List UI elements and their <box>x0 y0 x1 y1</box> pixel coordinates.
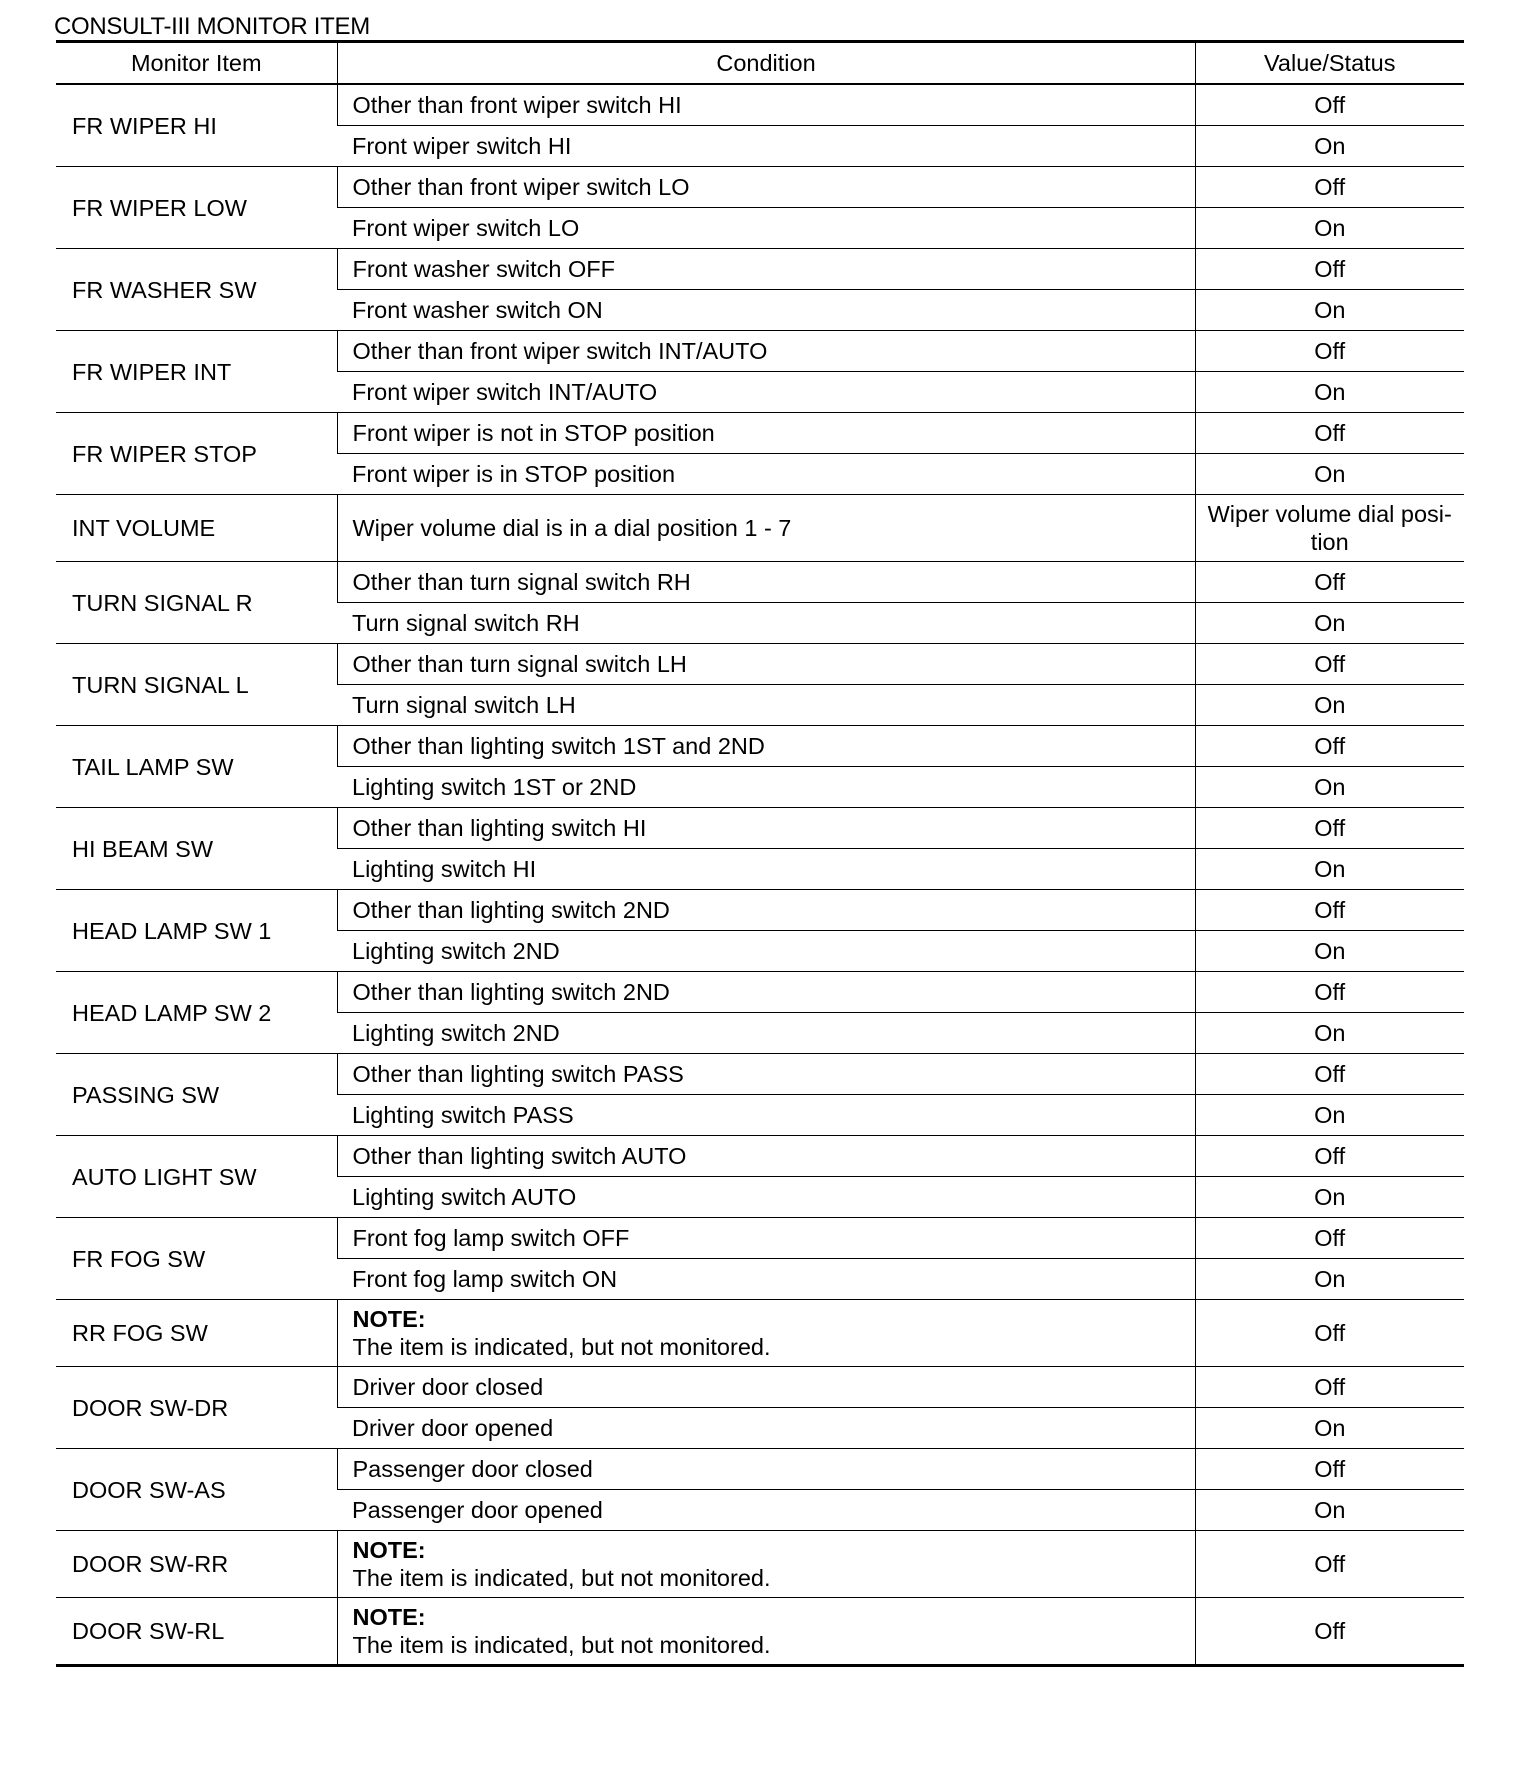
table-row <box>56 249 1464 290</box>
monitor-item-cell: INT VOLUME <box>56 495 337 562</box>
value-status-cell: Off <box>1195 249 1464 290</box>
table-row <box>56 890 1464 931</box>
value-status-cell: Off <box>1195 1449 1464 1490</box>
value-status-cell: Off <box>1195 413 1464 454</box>
table-row <box>56 726 1464 767</box>
value-status-cell: Off <box>1195 644 1464 685</box>
monitor-item-cell: FR WIPER LOW <box>56 167 337 249</box>
table-row <box>56 808 1464 849</box>
condition-cell: Lighting switch HI <box>337 849 1195 890</box>
condition-cell: Lighting switch PASS <box>337 1095 1195 1136</box>
condition-cell: Front washer switch ON <box>337 290 1195 331</box>
monitor-item-cell: DOOR SW-RL <box>56 1598 337 1666</box>
condition-cell: Other than lighting switch 2ND <box>337 972 1195 1013</box>
value-status-cell: On <box>1195 1490 1464 1531</box>
value-status-cell: On <box>1195 126 1464 167</box>
condition-cell: Driver door closed <box>337 1367 1195 1408</box>
value-status-cell: Off <box>1195 972 1464 1013</box>
table-row <box>56 562 1464 603</box>
value-status-cell: On <box>1195 1013 1464 1054</box>
condition-cell: Front fog lamp switch OFF <box>337 1218 1195 1259</box>
monitor-item-cell: DOOR SW-DR <box>56 1367 337 1449</box>
header-row <box>56 42 1464 85</box>
monitor-item-cell: PASSING SW <box>56 1054 337 1136</box>
condition-cell: Lighting switch 2ND <box>337 1013 1195 1054</box>
condition-cell: Front wiper switch HI <box>337 126 1195 167</box>
value-status-cell: Off <box>1195 726 1464 767</box>
condition-cell <box>337 1300 1195 1367</box>
monitor-item-cell: FR FOG SW <box>56 1218 337 1300</box>
value-status-cell: On <box>1195 767 1464 808</box>
header-monitor-item: Monitor Item <box>56 42 337 85</box>
table-row <box>56 1218 1464 1259</box>
value-status-cell: Off <box>1195 1300 1464 1367</box>
header-condition: Condition <box>337 42 1195 85</box>
condition-cell: Lighting switch 2ND <box>337 931 1195 972</box>
table-row <box>56 495 1464 562</box>
value-status-cell: Wiper volume dial posi-tion <box>1195 495 1464 562</box>
condition-cell: Front washer switch OFF <box>337 249 1195 290</box>
monitor-item-cell: HI BEAM SW <box>56 808 337 890</box>
table-row <box>56 84 1464 126</box>
condition-cell: Lighting switch 1ST or 2ND <box>337 767 1195 808</box>
monitor-item-cell: RR FOG SW <box>56 1300 337 1367</box>
monitor-item-cell: FR WASHER SW <box>56 249 337 331</box>
value-status-cell: Off <box>1195 1218 1464 1259</box>
value-status-cell: Off <box>1195 808 1464 849</box>
table-row <box>56 167 1464 208</box>
condition-cell: Other than lighting switch 1ST and 2ND <box>337 726 1195 767</box>
note-label: NOTE: <box>352 1604 426 1630</box>
monitor-item-cell: TAIL LAMP SW <box>56 726 337 808</box>
condition-cell <box>337 1598 1195 1666</box>
monitor-item-cell: HEAD LAMP SW 1 <box>56 890 337 972</box>
value-status-cell: Off <box>1195 1531 1464 1598</box>
condition-cell: Turn signal switch LH <box>337 685 1195 726</box>
monitor-item-cell: FR WIPER STOP <box>56 413 337 495</box>
value-status-cell: On <box>1195 290 1464 331</box>
condition-cell: Other than turn signal switch LH <box>337 644 1195 685</box>
monitor-item-cell: AUTO LIGHT SW <box>56 1136 337 1218</box>
monitor-item-cell: FR WIPER HI <box>56 84 337 167</box>
condition-cell: Other than lighting switch 2ND <box>337 890 1195 931</box>
table-row <box>56 644 1464 685</box>
note-label: NOTE: <box>352 1537 426 1563</box>
monitor-item-cell: FR WIPER INT <box>56 331 337 413</box>
value-status-cell: On <box>1195 454 1464 495</box>
header-value-status: Value/Status <box>1195 42 1464 85</box>
condition-cell: Other than lighting switch HI <box>337 808 1195 849</box>
value-status-cell: Off <box>1195 331 1464 372</box>
monitor-item-cell: DOOR SW-RR <box>56 1531 337 1598</box>
table-caption: CONSULT-III MONITOR ITEM <box>54 13 370 40</box>
table-row <box>56 1054 1464 1095</box>
value-status-cell: On <box>1195 603 1464 644</box>
table-row <box>56 972 1464 1013</box>
condition-cell: Front wiper is in STOP position <box>337 454 1195 495</box>
monitor-item-cell: HEAD LAMP SW 2 <box>56 972 337 1054</box>
condition-cell: Lighting switch AUTO <box>337 1177 1195 1218</box>
monitor-item-cell: TURN SIGNAL R <box>56 562 337 644</box>
condition-cell: Other than lighting switch AUTO <box>337 1136 1195 1177</box>
value-status-cell: Off <box>1195 167 1464 208</box>
table-row <box>56 1300 1464 1367</box>
table-row <box>56 1531 1464 1598</box>
table-row <box>56 1136 1464 1177</box>
table-row <box>56 1598 1464 1666</box>
condition-cell: Wiper volume dial is in a dial position 1 - 7 <box>337 495 1195 562</box>
note-label: NOTE: <box>352 1306 426 1332</box>
condition-cell: Passenger door opened <box>337 1490 1195 1531</box>
monitor-item-cell: DOOR SW-AS <box>56 1449 337 1531</box>
table-row <box>56 1449 1464 1490</box>
note-text: The item is indicated, but not monitored. <box>352 1632 771 1658</box>
value-status-cell: On <box>1195 1177 1464 1218</box>
value-status-cell: Off <box>1195 890 1464 931</box>
table-row <box>56 331 1464 372</box>
table-row <box>56 1367 1464 1408</box>
condition-cell: Front wiper is not in STOP position <box>337 413 1195 454</box>
value-status-cell: On <box>1195 208 1464 249</box>
note-text: The item is indicated, but not monitored. <box>352 1334 771 1360</box>
condition-cell: Other than front wiper switch INT/AUTO <box>337 331 1195 372</box>
value-status-cell: Off <box>1195 1598 1464 1666</box>
condition-cell: Front wiper switch INT/AUTO <box>337 372 1195 413</box>
condition-cell: Other than front wiper switch LO <box>337 167 1195 208</box>
note-text: The item is indicated, but not monitored. <box>352 1565 771 1591</box>
condition-cell: Other than lighting switch PASS <box>337 1054 1195 1095</box>
value-status-cell: Off <box>1195 1054 1464 1095</box>
monitor-item-cell: TURN SIGNAL L <box>56 644 337 726</box>
value-status-cell: On <box>1195 372 1464 413</box>
value-status-cell: Off <box>1195 84 1464 126</box>
value-status-cell: On <box>1195 931 1464 972</box>
condition-cell: Passenger door closed <box>337 1449 1195 1490</box>
value-status-cell: On <box>1195 1095 1464 1136</box>
table-row <box>56 413 1464 454</box>
condition-cell: Turn signal switch RH <box>337 603 1195 644</box>
value-status-cell: Off <box>1195 1136 1464 1177</box>
value-status-cell: Off <box>1195 562 1464 603</box>
value-status-cell: On <box>1195 685 1464 726</box>
value-status-cell: On <box>1195 1408 1464 1449</box>
condition-cell <box>337 1531 1195 1598</box>
condition-cell: Driver door opened <box>337 1408 1195 1449</box>
condition-cell: Other than front wiper switch HI <box>337 84 1195 126</box>
value-status-cell: On <box>1195 849 1464 890</box>
value-status-cell: Off <box>1195 1367 1464 1408</box>
condition-cell: Front wiper switch LO <box>337 208 1195 249</box>
table-body <box>56 84 1464 1666</box>
condition-cell: Other than turn signal switch RH <box>337 562 1195 603</box>
monitor-item-table <box>56 40 1464 1667</box>
condition-cell: Front fog lamp switch ON <box>337 1259 1195 1300</box>
value-status-cell: On <box>1195 1259 1464 1300</box>
